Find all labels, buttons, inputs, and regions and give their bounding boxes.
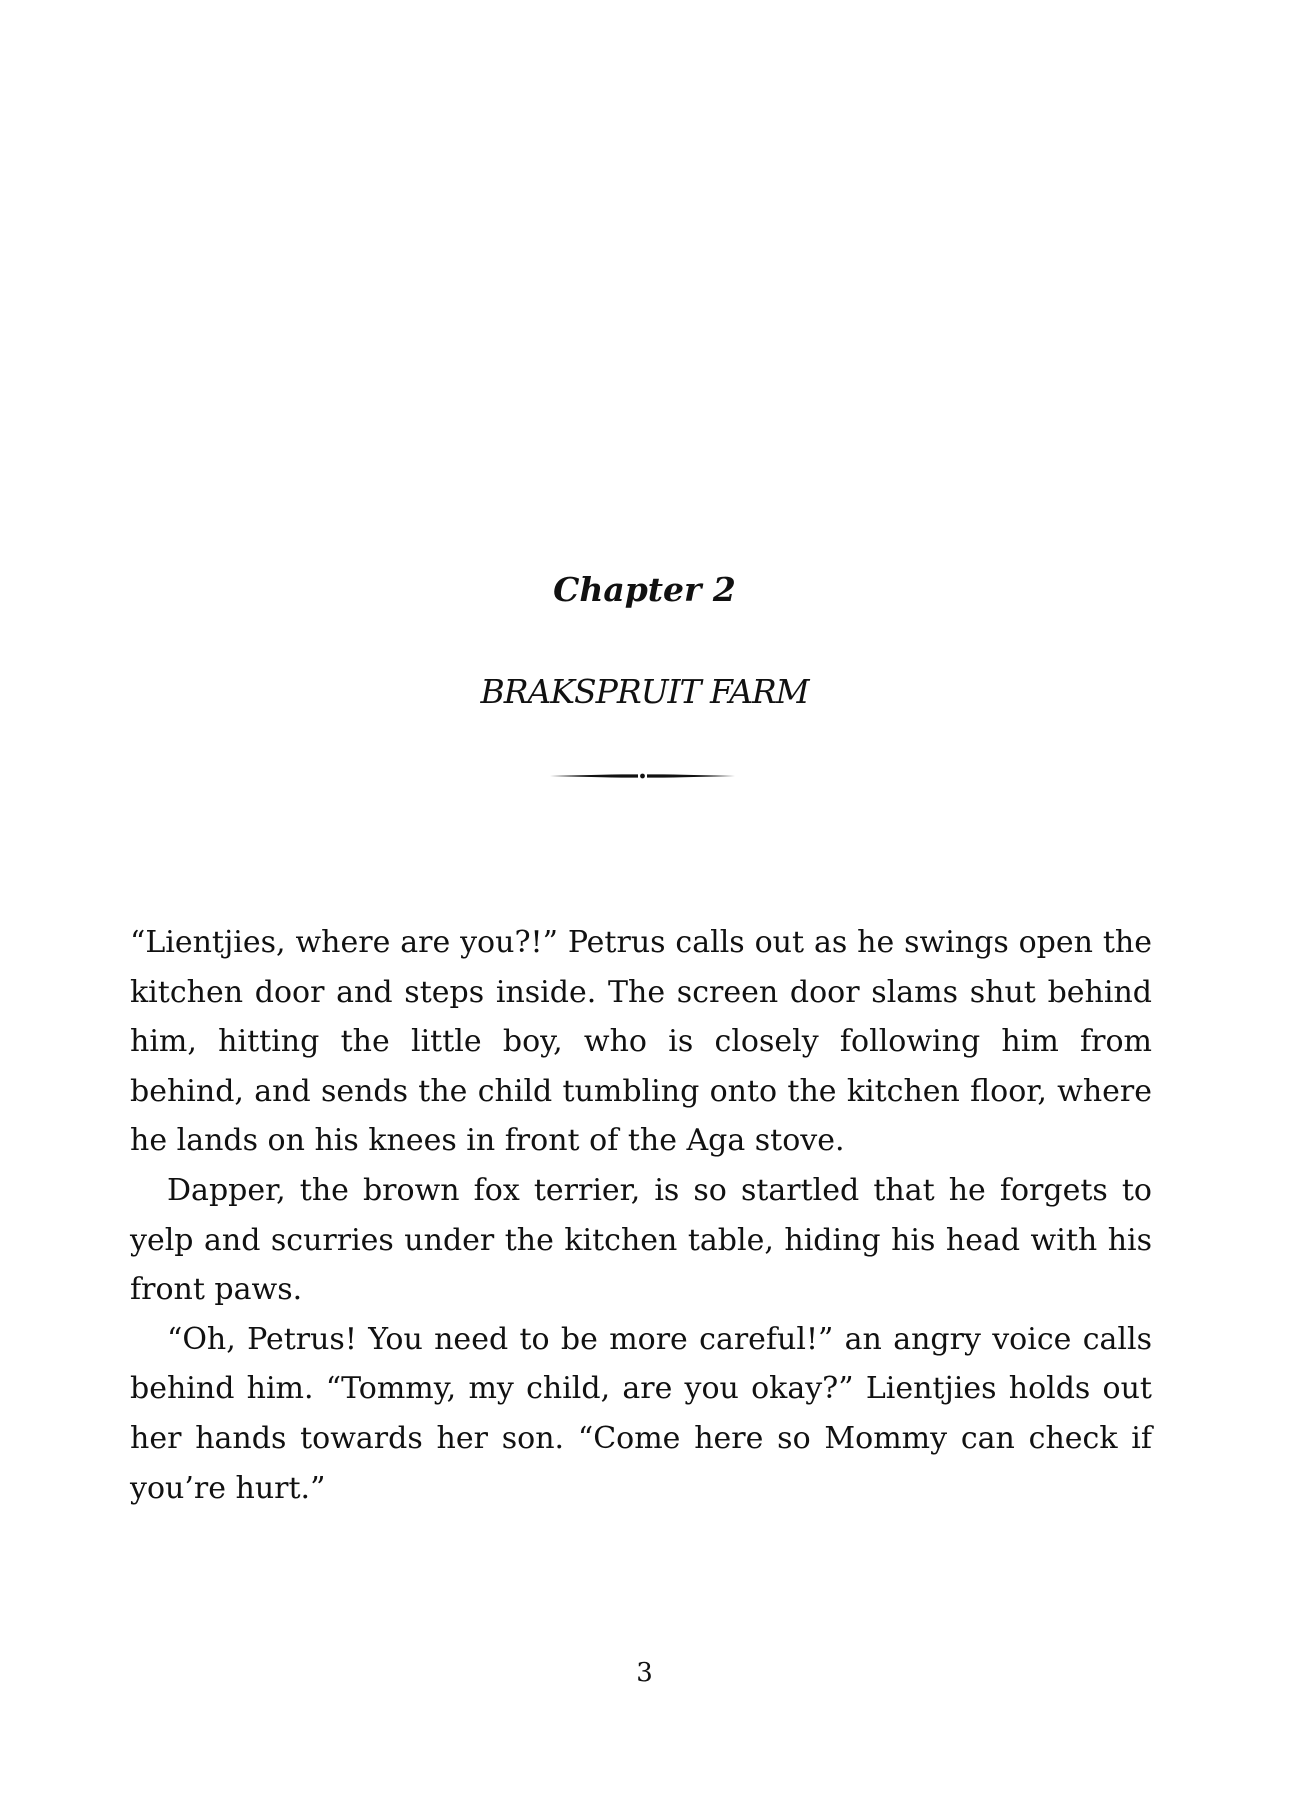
chapter-title: BRAKSPRUIT FARM bbox=[480, 672, 809, 711]
body-text bbox=[130, 918, 1152, 1513]
chapter-label: Chapter 2 bbox=[553, 570, 736, 609]
paragraph: “Oh, Petrus! You need to be more careful!” an angry voice calls behind him. “Tommy, my child, are you okay?” Lientjies holds out her hands towards her son. “Come here so Mommy can check if you’re hurt.” bbox=[130, 1321, 1152, 1506]
paragraph: “Lientjies, where are you?!” Petrus calls out as he swings open the kitchen door and steps inside. The screen door slams shut behind him, hitting the little boy, who is closely following him from behind, and sends the child tumbling onto the kitchen floor, where he lands on his knees in front of the Aga stove. bbox=[130, 925, 1152, 1159]
page-number: 3 bbox=[636, 1658, 653, 1688]
divider-ornament-icon bbox=[550, 770, 735, 782]
paragraph: Dapper, the brown fox terrier, is so startled that he forgets to yelp and scurries under the kitchen table, hiding his head with his front paws. bbox=[130, 1172, 1152, 1308]
